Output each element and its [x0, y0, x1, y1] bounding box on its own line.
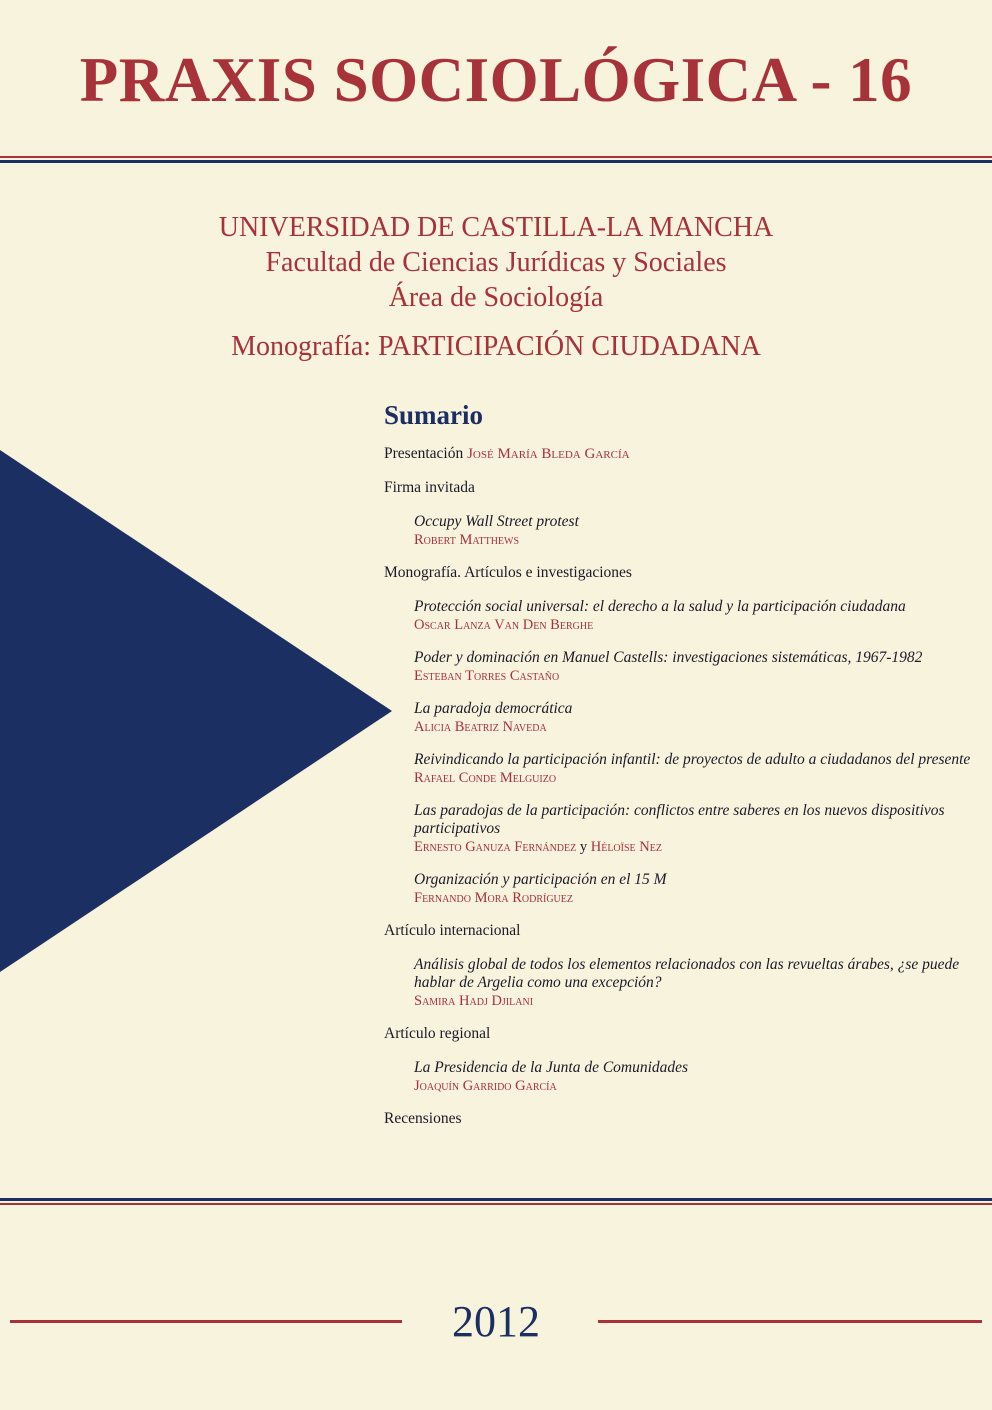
article-author: Fernando Mora Rodríguez	[414, 890, 573, 906]
article-title: Poder y dominación en Manuel Castells: investigaciones sistemáticas, 1967-1982	[414, 649, 923, 666]
toc-entry	[414, 871, 974, 907]
journal-title: PRAXIS SOCIOLÓGICA - 16	[79, 45, 913, 115]
faculty-name: Facultad de Ciencias Jurídicas y Sociales	[265, 247, 727, 278]
summary-heading: Sumario	[384, 400, 484, 430]
article-title: Reivindicando la participación infantil: de proyectos de adulto a ciudadanos del presente	[414, 751, 971, 768]
toc-entry	[414, 751, 974, 787]
article-author: Oscar Lanza Van Den Berghe	[414, 617, 594, 633]
article-title: Organización y participación en el 15 M	[414, 871, 667, 888]
toc-entry	[414, 956, 974, 1010]
article-author: Rafael Conde Melguizo	[414, 770, 557, 786]
article-authors	[414, 838, 974, 856]
toc-entry	[414, 649, 974, 685]
navy-triangle-graphic	[0, 450, 392, 972]
section-internacional: Artículo internacional	[384, 922, 521, 939]
area-name: Área de Sociología	[388, 282, 604, 313]
article-title: Análisis global de todos los elementos relacionados con las revueltas árabes, ¿se puede hablar de Argelia como una excepción?	[414, 956, 960, 991]
table-of-contents	[384, 400, 974, 1144]
article-author: Héloïse Nez	[590, 839, 662, 855]
bottom-divider	[0, 1198, 992, 1205]
year-footer	[0, 1297, 992, 1347]
article-author: Ernesto Ganuza Fernández	[414, 839, 577, 855]
toc-entry	[414, 700, 974, 736]
article-author: Samira Hadj Djilani	[414, 993, 534, 1009]
section-monografia: Monografía. Artículos e investigaciones	[384, 564, 632, 581]
top-divider	[0, 156, 992, 163]
section-regional: Artículo regional	[384, 1025, 491, 1042]
article-author: Joaquín Garrido García	[414, 1078, 557, 1094]
toc-entry	[414, 598, 974, 634]
toc-entry	[414, 513, 974, 549]
section-label: Presentación	[384, 445, 464, 462]
article-title: La paradoja democrática	[414, 700, 573, 717]
article-title: Occupy Wall Street protest	[414, 513, 579, 530]
presentacion-author: José María Bleda García	[467, 446, 630, 462]
university-name: UNIVERSIDAD DE CASTILLA-LA MANCHA	[218, 212, 774, 243]
article-title: La Presidencia de la Junta de Comunidades	[414, 1059, 689, 1076]
publication-year: 2012	[452, 1297, 540, 1346]
section-firma-invitada: Firma invitada	[384, 479, 475, 496]
author-conjunction: y	[579, 839, 588, 855]
article-author: Alicia Beatriz Naveda	[414, 719, 547, 735]
toc-entry	[414, 802, 974, 856]
article-title: Protección social universal: el derecho a la salud y la participación ciudadana	[414, 598, 906, 615]
article-author: Esteban Torres Castaño	[414, 668, 560, 684]
section-recensiones: Recensiones	[384, 1110, 462, 1127]
toc-entry	[414, 1059, 974, 1095]
article-author: Robert Matthews	[414, 532, 520, 548]
monograph-title: Monografía: PARTICIPACIÓN CIUDADANA	[231, 331, 761, 362]
article-title: Las paradojas de la participación: conflictos entre saberes en los nuevos dispositivos participativos	[414, 802, 945, 837]
section-presentacion	[384, 445, 974, 463]
institution-block	[0, 210, 992, 363]
